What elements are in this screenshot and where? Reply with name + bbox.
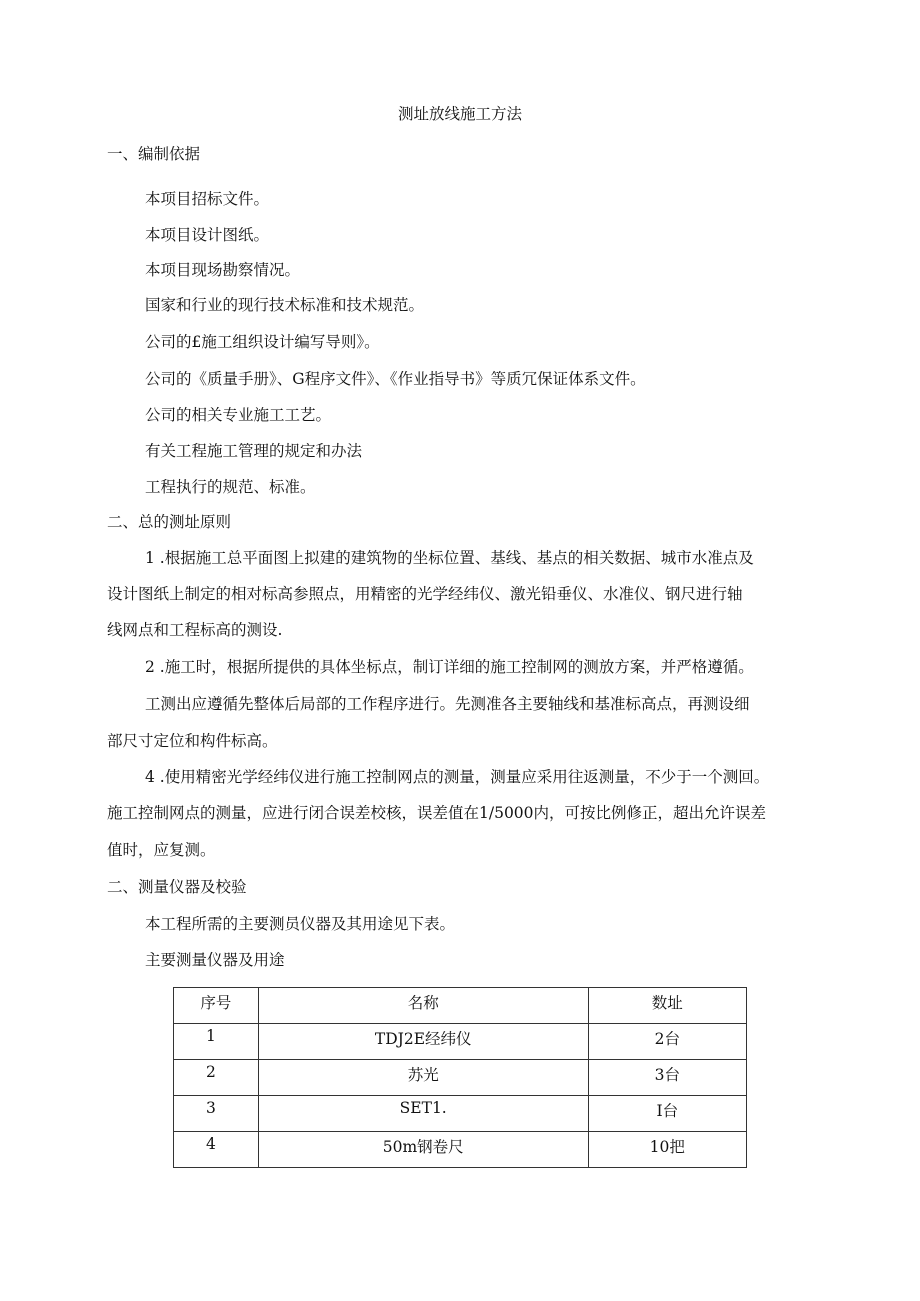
table-caption: 主要测量仪器及用途 [145, 951, 285, 969]
table-cell: 3 [174, 1096, 259, 1132]
table-row [174, 1060, 747, 1096]
list-item: 公司的£施工组织设计编写导则》。 [145, 333, 380, 351]
table-cell: 2台 [588, 1024, 746, 1060]
paragraph-line: 施工控制网点的测量，应进行闭合误差校核，误差值在1/5000内，可按比例修正，超出允许误差 [107, 804, 767, 822]
table-cell: TDJ2E经纬仪 [258, 1024, 588, 1060]
list-item: 公司的《质量手册》、G程序文件》、《作业指导书》等质冗保证体系文件。 [145, 370, 646, 388]
table-cell: 苏光 [258, 1060, 588, 1096]
list-item: 工程执行的规范、标准。 [145, 478, 316, 496]
section1-heading: 一、编制依据 [107, 145, 201, 163]
list-item: 公司的相关专业施工工艺。 [145, 406, 332, 424]
table-cell: I台 [588, 1096, 746, 1132]
table-header-cell: 名称 [258, 988, 588, 1024]
paragraph-line: 线网点和工程标高的测设. [107, 621, 283, 639]
paragraph-line: 本工程所需的主要测员仪器及其用途见下表。 [145, 915, 456, 933]
paragraph-line: 值时，应复测。 [107, 841, 216, 859]
table-cell: 2 [174, 1060, 259, 1096]
paragraph-line: 设计图纸上制定的相对标高参照点，用精密的光学经纬仪、激光铅垂仪、水准仪、钢尺进行轴 [107, 585, 743, 603]
table-cell: 3台 [588, 1060, 746, 1096]
table-row [174, 1132, 747, 1168]
table-cell: SET1. [258, 1096, 588, 1132]
list-item: 本项目招标文件。 [145, 190, 270, 208]
paragraph-line: 1 .根据施工总平面图上拟建的建筑物的坐标位置、基线、基点的相关数据、城市水准点及 [145, 549, 754, 567]
list-item: 国家和行业的现行技术标准和技术规范。 [145, 296, 425, 314]
paragraph-line: 4 .使用精密光学经纬仪进行施工控制网点的测量，测量应采用往返测量，不少于一个测回。 [145, 768, 770, 786]
paragraph-line: 工测出应遵循先整体后局部的工作程序进行。先测准各主要轴线和基准标高点，再测设细 [145, 695, 750, 713]
paragraph-line: 部尺寸定位和构件标高。 [107, 732, 278, 750]
instrument-table [173, 987, 747, 1168]
page-title: 测址放线施工方法 [397, 105, 522, 123]
table-cell: 1 [174, 1024, 259, 1060]
table-cell: 50m钢卷尺 [258, 1132, 588, 1168]
table-cell: 4 [174, 1132, 259, 1168]
table-header-cell: 数址 [588, 988, 746, 1024]
section3-heading: 二、测量仪器及校验 [107, 878, 247, 896]
list-item: 本项目现场勘察情况。 [145, 261, 301, 279]
list-item: 本项目设计图纸。 [145, 226, 270, 244]
table-row [174, 1096, 747, 1132]
paragraph-line: 2 .施工时，根据所提供的具体坐标点，制订详细的施工控制网的测放方案，并严格遵循。 [145, 658, 754, 676]
section2-heading: 二、总的测址原则 [107, 513, 232, 531]
table-header-row [174, 988, 747, 1024]
table-cell: 10把 [588, 1132, 746, 1168]
table-header-cell: 序号 [174, 988, 259, 1024]
list-item: 有关工程施工管理的规定和办法 [145, 442, 363, 460]
table-row [174, 1024, 747, 1060]
